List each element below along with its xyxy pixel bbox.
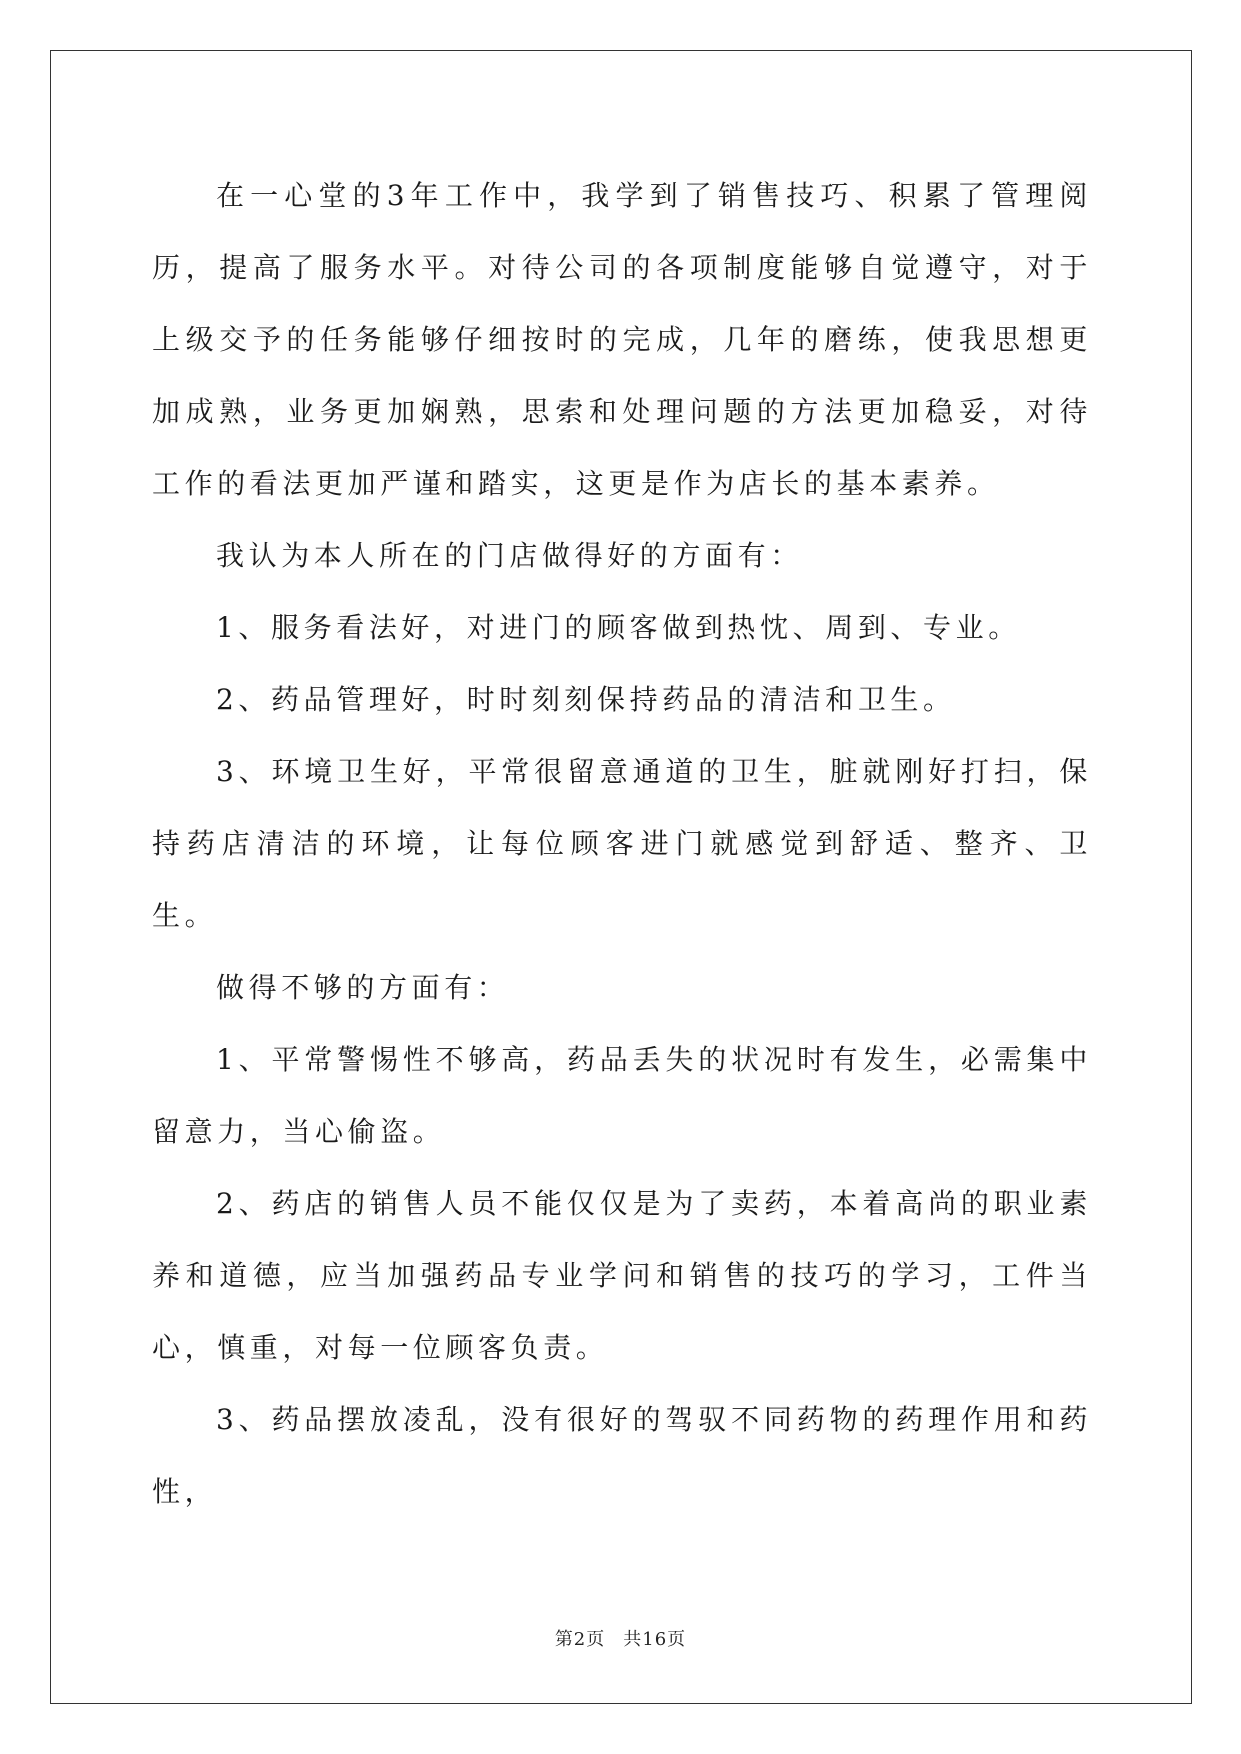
page-number: 第2页 <box>554 1629 606 1650</box>
paragraph: 1、平常警惕性不够高，药品丢失的状况时有发生，必需集中留意力，当心偷盗。 <box>152 1043 1092 1148</box>
paragraph: 做得不够的方面有： <box>216 971 510 1004</box>
paragraph: 我认为本人所在的门店做得好的方面有： <box>216 539 803 572</box>
paragraph: 在一心堂的3年工作中，我学到了销售技巧、积累了管理阅历，提高了服务水平。对待公司的各项制度能够自觉遵守，对于上级交予的任务能够仔细按时的完成，几年的磨练，使我思想更加成熟，业务更加娴熟，思索和处理问题的方法更加稳妥，对待工作的看法更加严谨和踏实，这更是作为店长的基本素养。 <box>152 179 1092 500</box>
paragraph: 2、药品管理好，时时刻刻保持药品的清洁和卫生。 <box>216 683 956 716</box>
page-total: 共16页 <box>623 1629 687 1650</box>
paragraph: 1、服务看法好，对进门的顾客做到热忱、周到、专业。 <box>216 611 1021 644</box>
paragraph: 3、环境卫生好，平常很留意通道的卫生，脏就刚好打扫，保持药店清洁的环境，让每位顾客进门就感觉到舒适、整齐、卫生。 <box>152 755 1092 932</box>
page-footer <box>0 1625 1241 1651</box>
document-body <box>152 160 1092 1528</box>
paragraph: 2、药店的销售人员不能仅仅是为了卖药，本着高尚的职业素养和道德，应当加强药品专业学问和销售的技巧的学习，工件当心，慎重，对每一位顾客负责。 <box>152 1187 1092 1364</box>
paragraph: 3、药品摆放凌乱，没有很好的驾驭不同药物的药理作用和药性， <box>152 1403 1092 1508</box>
